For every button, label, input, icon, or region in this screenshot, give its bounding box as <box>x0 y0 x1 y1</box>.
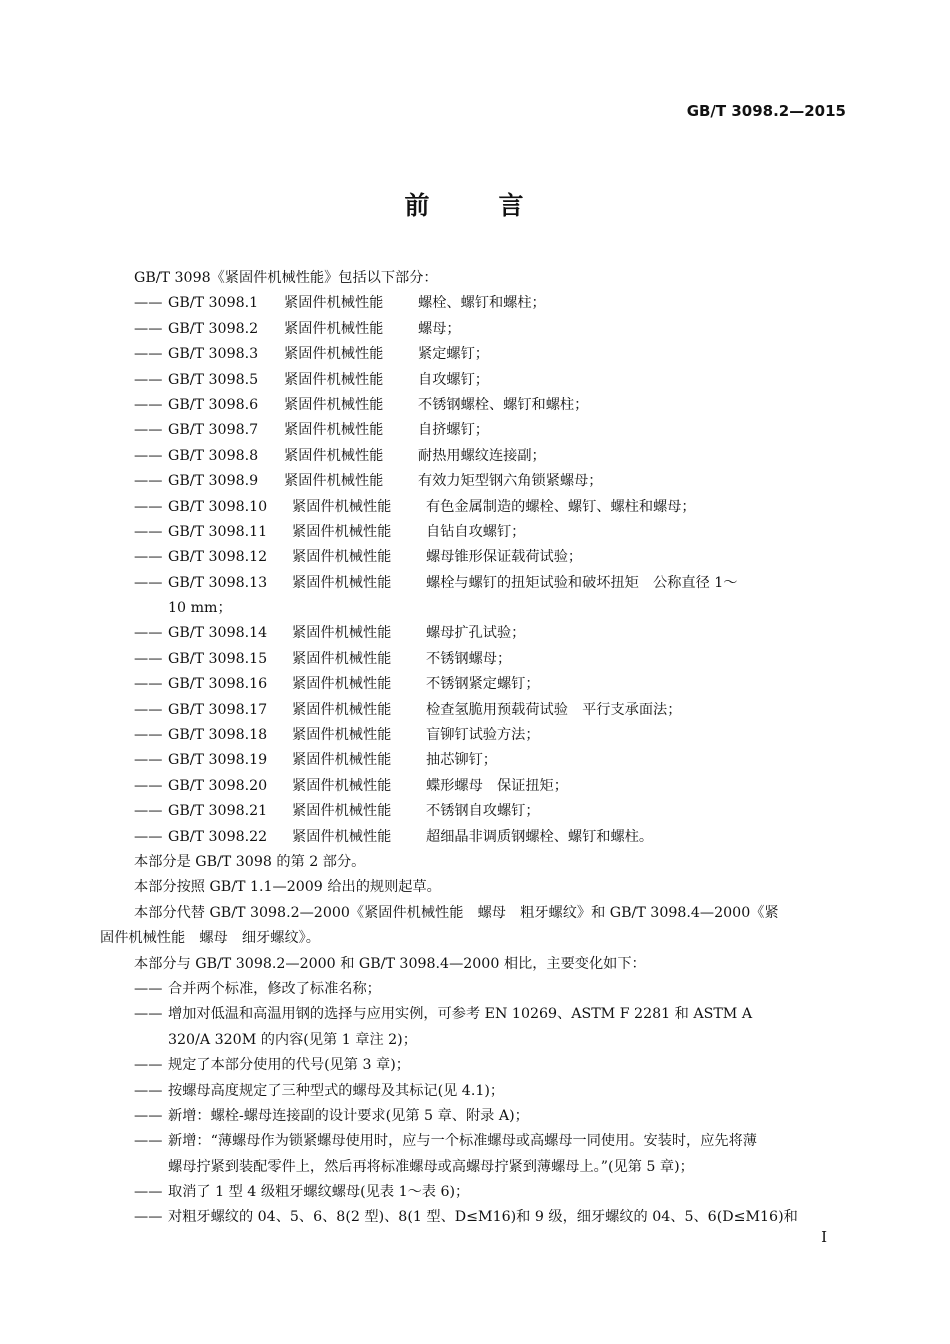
list-item <box>134 545 850 570</box>
part-name: 紧固件机械性能 <box>292 574 392 591</box>
part-code: GB/T 3098.9 <box>168 473 259 490</box>
part-subject: 有效力矩型钢六角锁紧螺母； <box>418 473 603 490</box>
list-item <box>134 748 850 773</box>
part-name: 紧固件机械性能 <box>292 523 392 540</box>
change-text: 规定了本部分使用的代号(见第 3 章)； <box>168 1057 410 1074</box>
paragraph-part-of: 本部分是 GB/T 3098 的第 2 部分。 <box>134 853 366 870</box>
part-name: 紧固件机械性能 <box>292 752 392 769</box>
part-subject: 螺母； <box>418 320 461 337</box>
em-dash: —— <box>134 1133 163 1150</box>
list-item <box>134 799 850 824</box>
em-dash: —— <box>134 1209 163 1226</box>
change-item <box>134 1205 850 1230</box>
part-subject: 不锈钢紧定螺钉； <box>426 676 540 693</box>
foreword-body <box>100 266 850 1231</box>
list-item <box>134 469 850 494</box>
part-subject: 不锈钢自攻螺钉； <box>426 803 540 820</box>
part-subject-continuation: 10 mm； <box>168 600 232 617</box>
part-subject: 螺栓与螺钉的扭矩试验和破坏扭矩 公称直径 1～ <box>426 574 738 591</box>
paragraph-replaces-continued: 固件机械性能 螺母 细牙螺纹》。 <box>100 930 320 947</box>
change-item <box>134 1129 850 1154</box>
em-dash: —— <box>134 371 163 388</box>
part-subject: 超细晶非调质钢螺栓、螺钉和螺柱。 <box>426 828 654 845</box>
em-dash: —— <box>134 727 163 744</box>
part-subject: 自挤螺钉； <box>418 422 489 439</box>
part-code: GB/T 3098.11 <box>168 523 268 540</box>
part-code: GB/T 3098.18 <box>168 727 268 744</box>
part-code: GB/T 3098.10 <box>168 498 268 515</box>
em-dash: —— <box>134 1107 163 1124</box>
part-name: 紧固件机械性能 <box>292 727 392 744</box>
em-dash: —— <box>134 828 163 845</box>
part-code: GB/T 3098.2 <box>168 320 259 337</box>
em-dash: —— <box>134 422 163 439</box>
part-code: GB/T 3098.8 <box>168 447 259 464</box>
em-dash: —— <box>134 574 163 591</box>
list-item <box>134 368 850 393</box>
page-title: 前 言 <box>404 191 546 220</box>
paragraph-replaces: 本部分代替 GB/T 3098.2—2000《紧固件机械性能 螺母 粗牙螺纹》和 GB/T 3098.4—2000《紧 <box>134 904 779 921</box>
part-name: 紧固件机械性能 <box>284 422 384 439</box>
part-subject: 自钻自攻螺钉； <box>426 523 526 540</box>
part-name: 紧固件机械性能 <box>292 777 392 794</box>
part-code: GB/T 3098.22 <box>168 828 268 845</box>
part-name: 紧固件机械性能 <box>284 295 384 312</box>
part-name: 紧固件机械性能 <box>292 549 392 566</box>
part-name: 紧固件机械性能 <box>292 828 392 845</box>
em-dash: —— <box>134 803 163 820</box>
part-subject: 盲铆钉试验方法； <box>426 727 540 744</box>
em-dash: —— <box>134 777 163 794</box>
standard-code: GB/T 3098.2—2015 <box>686 102 846 120</box>
part-code: GB/T 3098.13 <box>168 574 268 591</box>
part-subject: 螺母扩孔试验； <box>426 625 526 642</box>
change-text: 按螺母高度规定了三种型式的螺母及其标记(见 4.1)； <box>168 1082 505 1099</box>
part-name: 紧固件机械性能 <box>284 447 384 464</box>
part-name: 紧固件机械性能 <box>292 803 392 820</box>
part-subject: 螺母锥形保证载荷试验； <box>426 549 583 566</box>
part-subject: 耐热用螺纹连接副； <box>418 447 546 464</box>
paragraph-drafting-rules: 本部分按照 GB/T 1.1—2009 给出的规则起草。 <box>134 879 441 896</box>
change-item <box>134 977 850 1002</box>
change-text: 取消了 1 型 4 级粗牙螺纹螺母(见表 1～表 6)； <box>168 1184 470 1201</box>
list-item <box>134 444 850 469</box>
em-dash: —— <box>134 346 163 363</box>
part-code: GB/T 3098.19 <box>168 752 268 769</box>
part-name: 紧固件机械性能 <box>284 473 384 490</box>
change-item <box>134 1079 850 1104</box>
em-dash: —— <box>134 1082 163 1099</box>
part-subject: 有色金属制造的螺栓、螺钉、螺柱和螺母； <box>426 498 696 515</box>
part-code: GB/T 3098.7 <box>168 422 259 439</box>
change-text: 对粗牙螺纹的 04、5、6、8(2 型)、8(1 型、D≤M16)和 9 级，细牙螺纹的 04、5、6(D≤M16)和 <box>168 1209 798 1226</box>
list-item <box>134 571 850 596</box>
list-item <box>134 672 850 697</box>
part-code: GB/T 3098.21 <box>168 803 268 820</box>
changes-list <box>134 977 850 1231</box>
list-item <box>134 418 850 443</box>
em-dash: —— <box>134 980 163 997</box>
em-dash: —— <box>134 320 163 337</box>
part-subject: 紧定螺钉； <box>418 346 489 363</box>
em-dash: —— <box>134 523 163 540</box>
part-code: GB/T 3098.6 <box>168 396 259 413</box>
part-subject: 蝶形螺母 保证扭矩； <box>426 777 568 794</box>
list-item <box>134 774 850 799</box>
list-item <box>134 647 850 672</box>
list-item <box>134 342 850 367</box>
change-text: 新增：螺栓-螺母连接副的设计要求(见第 5 章、附录 A)； <box>168 1107 529 1124</box>
list-item <box>134 825 850 850</box>
part-name: 紧固件机械性能 <box>284 396 384 413</box>
em-dash: —— <box>134 1057 163 1074</box>
change-item-continuation: 螺母拧紧到装配零件上，然后再将标准螺母或高螺母拧紧到薄螺母上。”(见第 5 章)； <box>168 1158 694 1175</box>
part-subject: 螺栓、螺钉和螺柱； <box>418 295 546 312</box>
intro-paragraph: GB/T 3098《紧固件机械性能》包括以下部分： <box>134 270 438 286</box>
em-dash: —— <box>134 752 163 769</box>
part-code: GB/T 3098.14 <box>168 625 268 642</box>
em-dash: —— <box>134 498 163 515</box>
list-item <box>134 495 850 520</box>
part-name: 紧固件机械性能 <box>284 320 384 337</box>
list-item <box>134 698 850 723</box>
part-subject: 检查氢脆用预载荷试验 平行支承面法； <box>426 701 682 718</box>
em-dash: —— <box>134 701 163 718</box>
part-code: GB/T 3098.15 <box>168 650 268 667</box>
part-code: GB/T 3098.20 <box>168 777 268 794</box>
part-name: 紧固件机械性能 <box>292 676 392 693</box>
part-code: GB/T 3098.1 <box>168 295 259 312</box>
list-item <box>134 317 850 342</box>
part-name: 紧固件机械性能 <box>284 371 384 388</box>
change-text: 增加对低温和高温用钢的选择与应用实例，可参考 EN 10269、ASTM F 2281 和 ASTM A <box>168 1006 753 1023</box>
change-item <box>134 1002 850 1027</box>
part-code: GB/T 3098.17 <box>168 701 268 718</box>
em-dash: —— <box>134 549 163 566</box>
change-item <box>134 1104 850 1129</box>
em-dash: —— <box>134 396 163 413</box>
part-code: GB/T 3098.5 <box>168 371 259 388</box>
list-item <box>134 621 850 646</box>
list-item <box>134 393 850 418</box>
em-dash: —— <box>134 447 163 464</box>
part-name: 紧固件机械性能 <box>292 625 392 642</box>
list-item <box>134 520 850 545</box>
paragraph-changes-intro: 本部分与 GB/T 3098.2—2000 和 GB/T 3098.4—2000 相比，主要变化如下： <box>134 955 646 972</box>
em-dash: —— <box>134 473 163 490</box>
part-code: GB/T 3098.12 <box>168 549 268 566</box>
part-subject: 抽芯铆钉； <box>426 752 497 769</box>
em-dash: —— <box>134 676 163 693</box>
part-code: GB/T 3098.16 <box>168 676 268 693</box>
part-name: 紧固件机械性能 <box>292 498 392 515</box>
em-dash: —— <box>134 625 163 642</box>
em-dash: —— <box>134 295 163 312</box>
part-name: 紧固件机械性能 <box>292 701 392 718</box>
em-dash: —— <box>134 1184 163 1201</box>
part-name: 紧固件机械性能 <box>284 346 384 363</box>
change-item-continuation: 320/A 320M 的内容(见第 1 章注 2)； <box>168 1031 417 1048</box>
em-dash: —— <box>134 650 163 667</box>
part-subject: 不锈钢螺母； <box>426 650 512 667</box>
part-code: GB/T 3098.3 <box>168 346 259 363</box>
change-item <box>134 1180 850 1205</box>
em-dash: —— <box>134 1006 163 1023</box>
part-subject: 不锈钢螺栓、螺钉和螺柱； <box>418 396 589 413</box>
part-subject: 自攻螺钉； <box>418 371 489 388</box>
parts-list <box>134 291 850 850</box>
list-item-continuation <box>134 596 850 621</box>
list-item <box>134 723 850 748</box>
part-name: 紧固件机械性能 <box>292 650 392 667</box>
list-item <box>134 291 850 316</box>
change-text: 新增：“薄螺母作为锁紧螺母使用时，应与一个标准螺母或高螺母一同使用。安装时，应先将薄 <box>168 1133 757 1150</box>
change-item <box>134 1053 850 1078</box>
change-text: 合并两个标准，修改了标准名称； <box>168 980 381 997</box>
page-number: I <box>821 1228 827 1246</box>
